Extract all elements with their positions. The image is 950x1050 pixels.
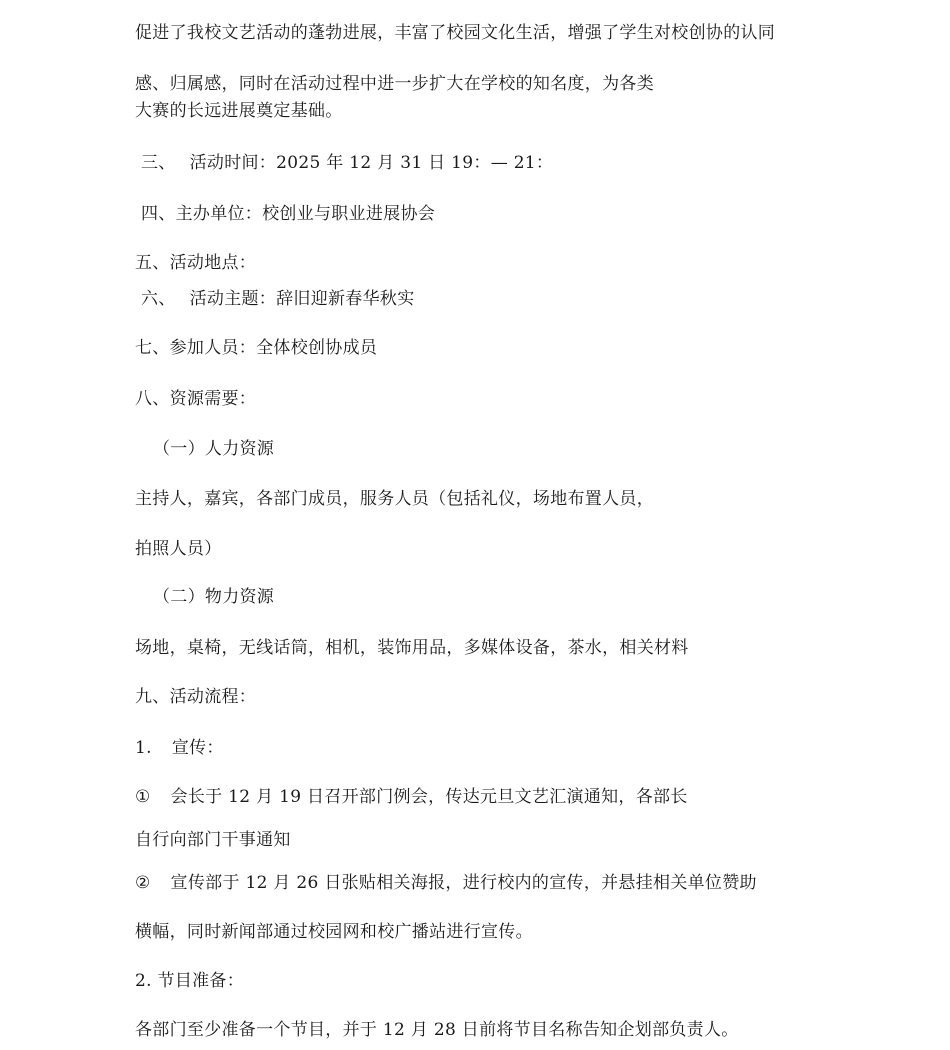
section-heading-time xyxy=(141,152,553,174)
subsection-heading-human: （一）人力资源 xyxy=(153,439,275,459)
section-heading-theme xyxy=(141,288,415,310)
paragraph-line: 各部门至少准备一个节目，并于 12 月 28 日前将节目名称告知企划部负责人。 xyxy=(135,1020,739,1040)
paragraph-line: 促进了我校文艺活动的蓬勃进展，丰富了校园文化生活，增强了学生对校创协的认同 xyxy=(135,23,776,43)
step-heading-publicity xyxy=(135,737,224,759)
list-marker: ① xyxy=(135,787,151,807)
section-heading-process: 九、活动流程： xyxy=(135,687,257,707)
section-heading-participants: 七、参加人员：全体校创协成员 xyxy=(135,338,378,358)
section-number: 六、 xyxy=(141,289,176,309)
paragraph-line: 大赛的长远进展奠定基础。 xyxy=(135,101,343,121)
paragraph-line: 拍照人员） xyxy=(135,539,222,559)
section-heading-organizer: 四、主办单位：校创业与职业进展协会 xyxy=(141,204,436,224)
list-text: 宣传部于 12 月 26 日张贴相关海报，进行校内的宣传，并悬挂相关单位赞助 xyxy=(170,873,757,893)
step-label: 宣传： xyxy=(171,738,224,758)
paragraph-line: 感、归属感，同时在活动过程中进一步扩大在学校的知名度，为各类 xyxy=(135,74,654,94)
section-heading-location: 五、活动地点： xyxy=(135,253,257,273)
step-heading-program: 2. 节目准备： xyxy=(135,971,245,991)
step-number: 1. xyxy=(135,738,152,758)
subsection-heading-material: （二）物力资源 xyxy=(153,587,275,607)
section-label: 活动时间：2025 年 12 月 31 日 19：— 21： xyxy=(189,153,554,173)
paragraph-line: 场地，桌椅，无线话筒，相机，装饰用品，多媒体设备，茶水，相关材料 xyxy=(135,638,689,658)
paragraph-line: 自行向部门干事通知 xyxy=(135,830,291,850)
list-marker: ② xyxy=(135,873,151,893)
list-item xyxy=(135,872,757,894)
section-number: 三、 xyxy=(141,153,176,173)
list-text: 会长于 12 月 19 日召开部门例会，传达元旦文艺汇演通知，各部长 xyxy=(170,787,688,807)
paragraph-line: 横幅，同时新闻部通过校园网和校广播站进行宣传。 xyxy=(135,922,533,942)
paragraph-line: 主持人，嘉宾，各部门成员，服务人员（包括礼仪，场地布置人员， xyxy=(135,489,654,509)
section-heading-resources: 八、资源需要： xyxy=(135,389,257,409)
list-item xyxy=(135,786,688,808)
section-label: 活动主题：辞旧迎新春华秋实 xyxy=(189,289,415,309)
